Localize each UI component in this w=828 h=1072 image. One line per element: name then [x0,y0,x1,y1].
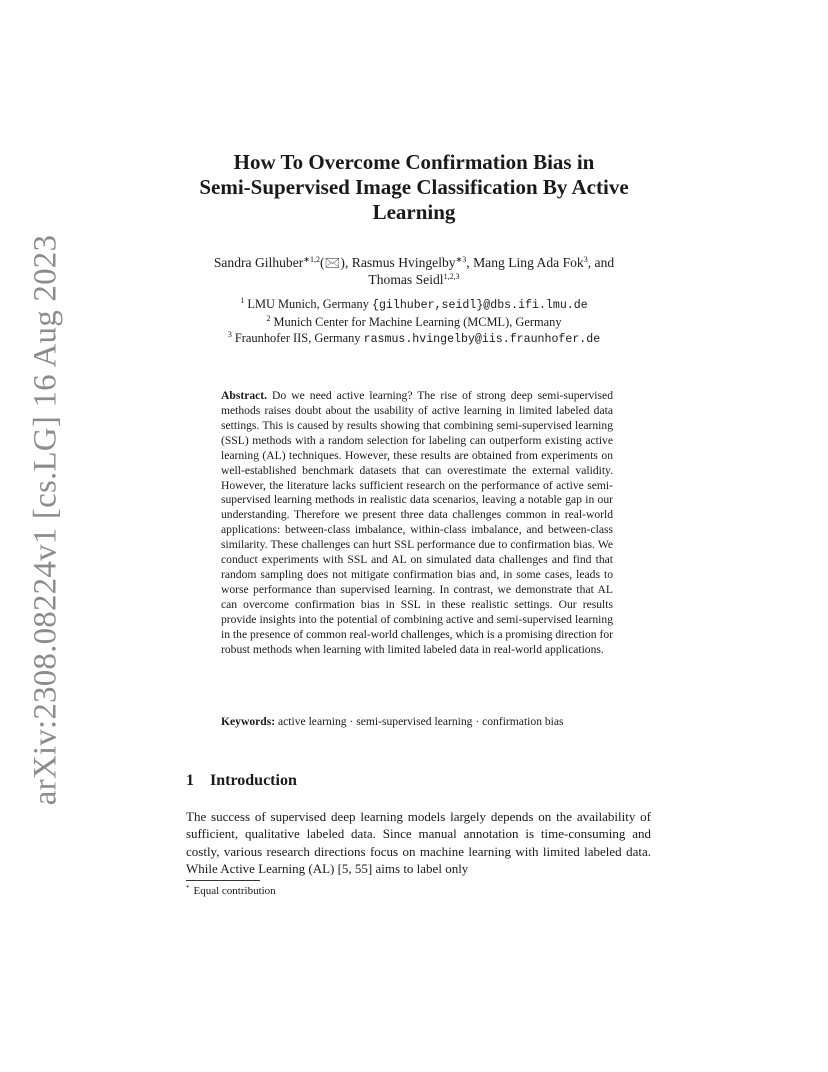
affiliation-number: 2 [266,314,271,323]
affiliation-number: 3 [227,330,232,339]
author-name: Rasmus Hvingelby [351,255,456,270]
section-number: 1 [186,772,194,789]
footnote-text: Equal contribution [193,885,276,897]
author-superscript: 1,2,3 [443,272,460,281]
author-superscript: ∗1,2 [303,255,320,264]
keywords [221,714,613,729]
arxiv-identifier-stamp: arXiv:2308.08224v1 [cs.LG] 16 Aug 2023 [27,234,64,806]
keywords-text: active learning · semi-supervised learning · confirmation bias [275,715,564,728]
author-line-1 [160,254,668,271]
abstract [221,389,613,658]
affiliation-email[interactable]: {gilhuber,seidl}@dbs.ifi.lmu.de [371,299,588,312]
author-line-2 [160,271,668,288]
author-conjunction: , and [587,255,615,270]
footnote-mark: * [186,884,190,892]
affiliation-text: Fraunhofer IIS, Germany [231,331,364,345]
author-superscript: 3 [583,255,588,264]
affiliations [150,296,678,348]
footnote [186,885,276,897]
affiliation-2 [150,314,678,330]
paper-title [130,150,698,225]
author-name: , Mang Ling Ada Fok [466,255,584,270]
author-list [160,254,668,288]
abstract-text: Do we need active learning? The rise of strong deep semi-supervised methods raises doubt about the usability of active learning in limited labeled data settings. This is caused by results showing that combining semi-supervised learning (SSL) methods with a random selection for labeling can outperform existing active learning (AL) techniques. However, these results are obtained from experiments on well-established benchmark datasets that can overestimate the external validity. However, the literature lacks sufficient research on the performance of active semi-supervised learning methods in realistic data scenarios, leaving a notable gap in our understanding. Therefore we present three data challenges common in real-world applications: between-class imbalance, within-class imbalance, and between-class similarity. These challenges can hurt SSL performance due to confirmation bias. We conduct experiments with SSL and AL on simulated data challenges and find that random sampling does not mitigate confirmation bias and, in some cases, leads to worse performance than supervised learning. In contrast, we demonstrate that AL can overcome confirmation bias in SSL in these realistic settings. Our results provide insights into the potential of combining active and semi-supervised learning in the presence of common real-world challenges, which is a promising direction for robust methods when learning with limited labeled data in real-world applications. [221,389,613,656]
footnote-rule [186,880,260,881]
section-heading [186,772,297,790]
author-superscript: ∗3 [455,255,467,264]
abstract-label: Abstract. [221,389,268,402]
keywords-label: Keywords: [221,715,276,728]
author-name: Sandra Gilhuber [213,255,304,270]
affiliation-text: Munich Center for Machine Learning (MCML), Germany [270,315,562,329]
section-title: Introduction [210,772,297,789]
affiliation-number: 1 [240,296,245,305]
corresponding-author-mark: (🖂), [319,255,352,270]
affiliation-1 [150,296,678,314]
introduction-paragraph: The success of supervised deep learning models largely depends on the availability of sufficient, qualitative labeled data. Since manual annotation is time-consuming and costly, various research directions focus on machine learning with limited labeled data. While Active Learning (AL) [5, 55] aims to label only [186,809,651,877]
author-name: Thomas Seidl [368,272,444,287]
title-line-2: Semi-Supervised Image Classification By Active [199,175,629,199]
title-line-1: How To Overcome Confirmation Bias in [233,150,595,174]
affiliation-text: LMU Munich, Germany [244,297,372,311]
affiliation-email[interactable]: rasmus.hvingelby@iis.fraunhofer.de [363,333,601,346]
affiliation-3 [150,330,678,348]
title-line-3: Learning [372,200,456,224]
